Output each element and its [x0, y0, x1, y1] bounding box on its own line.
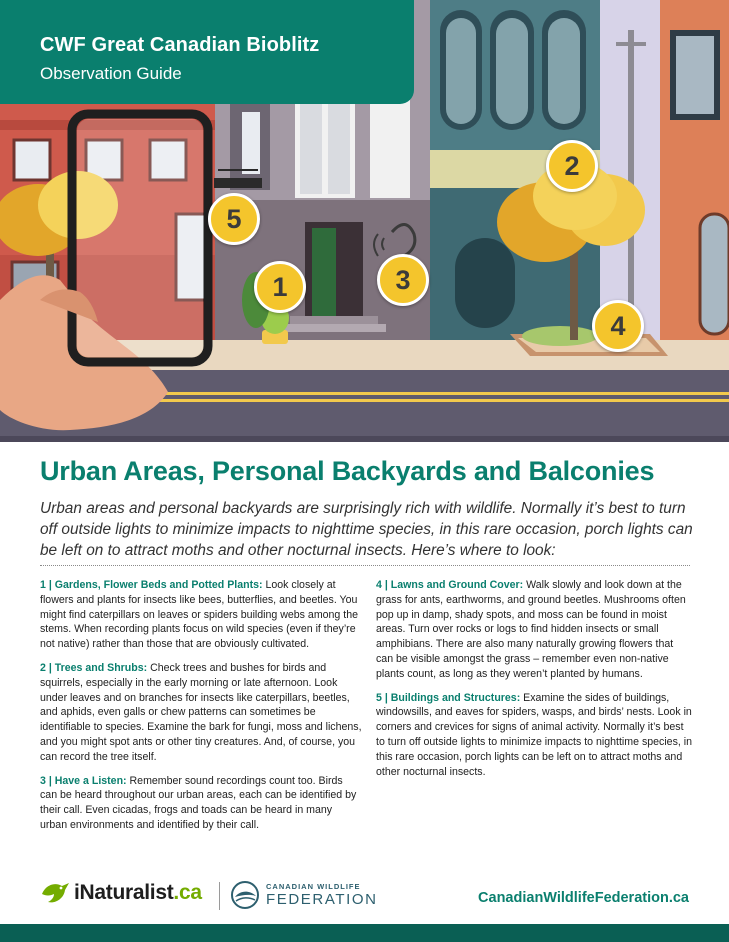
marker-3: 3: [377, 254, 429, 306]
item-gardens: [40, 578, 362, 652]
dotted-divider: [40, 565, 690, 566]
section-title: Urban Areas, Personal Backyards and Balconies: [40, 456, 655, 486]
item-heading: 4 | Lawns and Ground Cover:: [376, 579, 524, 591]
header-tab: [0, 0, 414, 104]
inaturalist-logo[interactable]: [40, 880, 202, 906]
guide-subtitle: Observation Guide: [40, 64, 182, 83]
bird-icon: [40, 880, 70, 906]
item-heading: 5 | Buildings and Structures:: [376, 691, 521, 704]
marker-1: 1: [254, 261, 306, 313]
item-body: Look closely at flowers and plants for insects like bees, butterflies, and beetles. You might find caterpillars on leaves or spiders building webs among the stems. When recording plants focus on wild species (even if they’re not native) rather than those that are obviously cultivated.: [40, 579, 358, 651]
item-body: Check trees and bushes for birds and squirrels, especially in the early morning or late afternoon. Look under leaves and on branches for insects like caterpillars, beetles, and aphids, even galls or chew patterns can sometimes be identifiable to species. Examine the bark for fungi, moss and lichens, and you might spot ants or other tiny creatures. And, of course, you can record the tree itself.: [40, 661, 362, 763]
item-lawns: [376, 578, 692, 682]
item-body: Remember sound recordings count too. Birds can be heard throughout our urban areas, each can be identified by their call. Even cicadas, frogs and toads can be heard in many urban environments and identified by their call.: [40, 774, 357, 831]
left-column: [40, 578, 362, 842]
cwf-name-small: CANADIAN WILDLIFE: [266, 881, 361, 891]
inat-suffix: .ca: [173, 881, 202, 904]
item-body: Examine the sides of buildings, windowsills, and eaves for spiders, wasps, and birds’ nests. Look in corners and crevices for signs of animal activity. Normally it’s best to turn off outside lights to minimize impacts to nighttime species, in this rare occasion, porch lights can be left on to attract moths and other nocturnal insects.: [376, 691, 692, 778]
item-buildings: [376, 691, 692, 780]
marker-2: 2: [546, 140, 598, 192]
section-intro: Urban areas and personal backyards are surprisingly rich with wildlife. Normally it’s best to turn off outside lights to minimize impacts to nighttime species, in this rare occasion, porch lights can be left on to attract moths and other nocturnal insects. Here’s where to look:: [40, 500, 693, 559]
item-heading: 3 | Have a Listen:: [40, 774, 127, 787]
bottom-bar: [0, 924, 729, 942]
item-listen: [40, 774, 362, 833]
inat-wordmark: iNaturalist: [74, 881, 174, 904]
item-trees: [40, 661, 362, 765]
marker-4: 4: [592, 300, 644, 352]
street-illustration: [0, 0, 729, 442]
item-heading: 2 | Trees and Shrubs:: [40, 661, 148, 674]
cwf-logo[interactable]: [230, 880, 378, 910]
cwf-emblem-icon: [230, 880, 260, 910]
cwf-name-big: FEDERATION: [266, 891, 378, 909]
item-heading: 1 | Gardens, Flower Beds and Potted Plants:: [40, 579, 263, 591]
guide-title: CWF Great Canadian Bioblitz: [40, 34, 320, 56]
marker-5: 5: [208, 193, 260, 245]
logo-separator: [219, 882, 220, 910]
item-body: Walk slowly and look down at the grass for ants, earthworms, and ground beetles. Mushrooms often pop up in damp, shady spots, and moss can be found in moist areas. Turn over rocks or logs to find hidden insects or small amphibians. There are also many naturally growing flowers that can be visible amongst the grass – remember even non-native plants count, as long as they weren’t planted by humans.: [376, 579, 686, 680]
website-link[interactable]: CanadianWildlifeFederation.ca: [478, 890, 689, 906]
right-column: [376, 578, 692, 788]
